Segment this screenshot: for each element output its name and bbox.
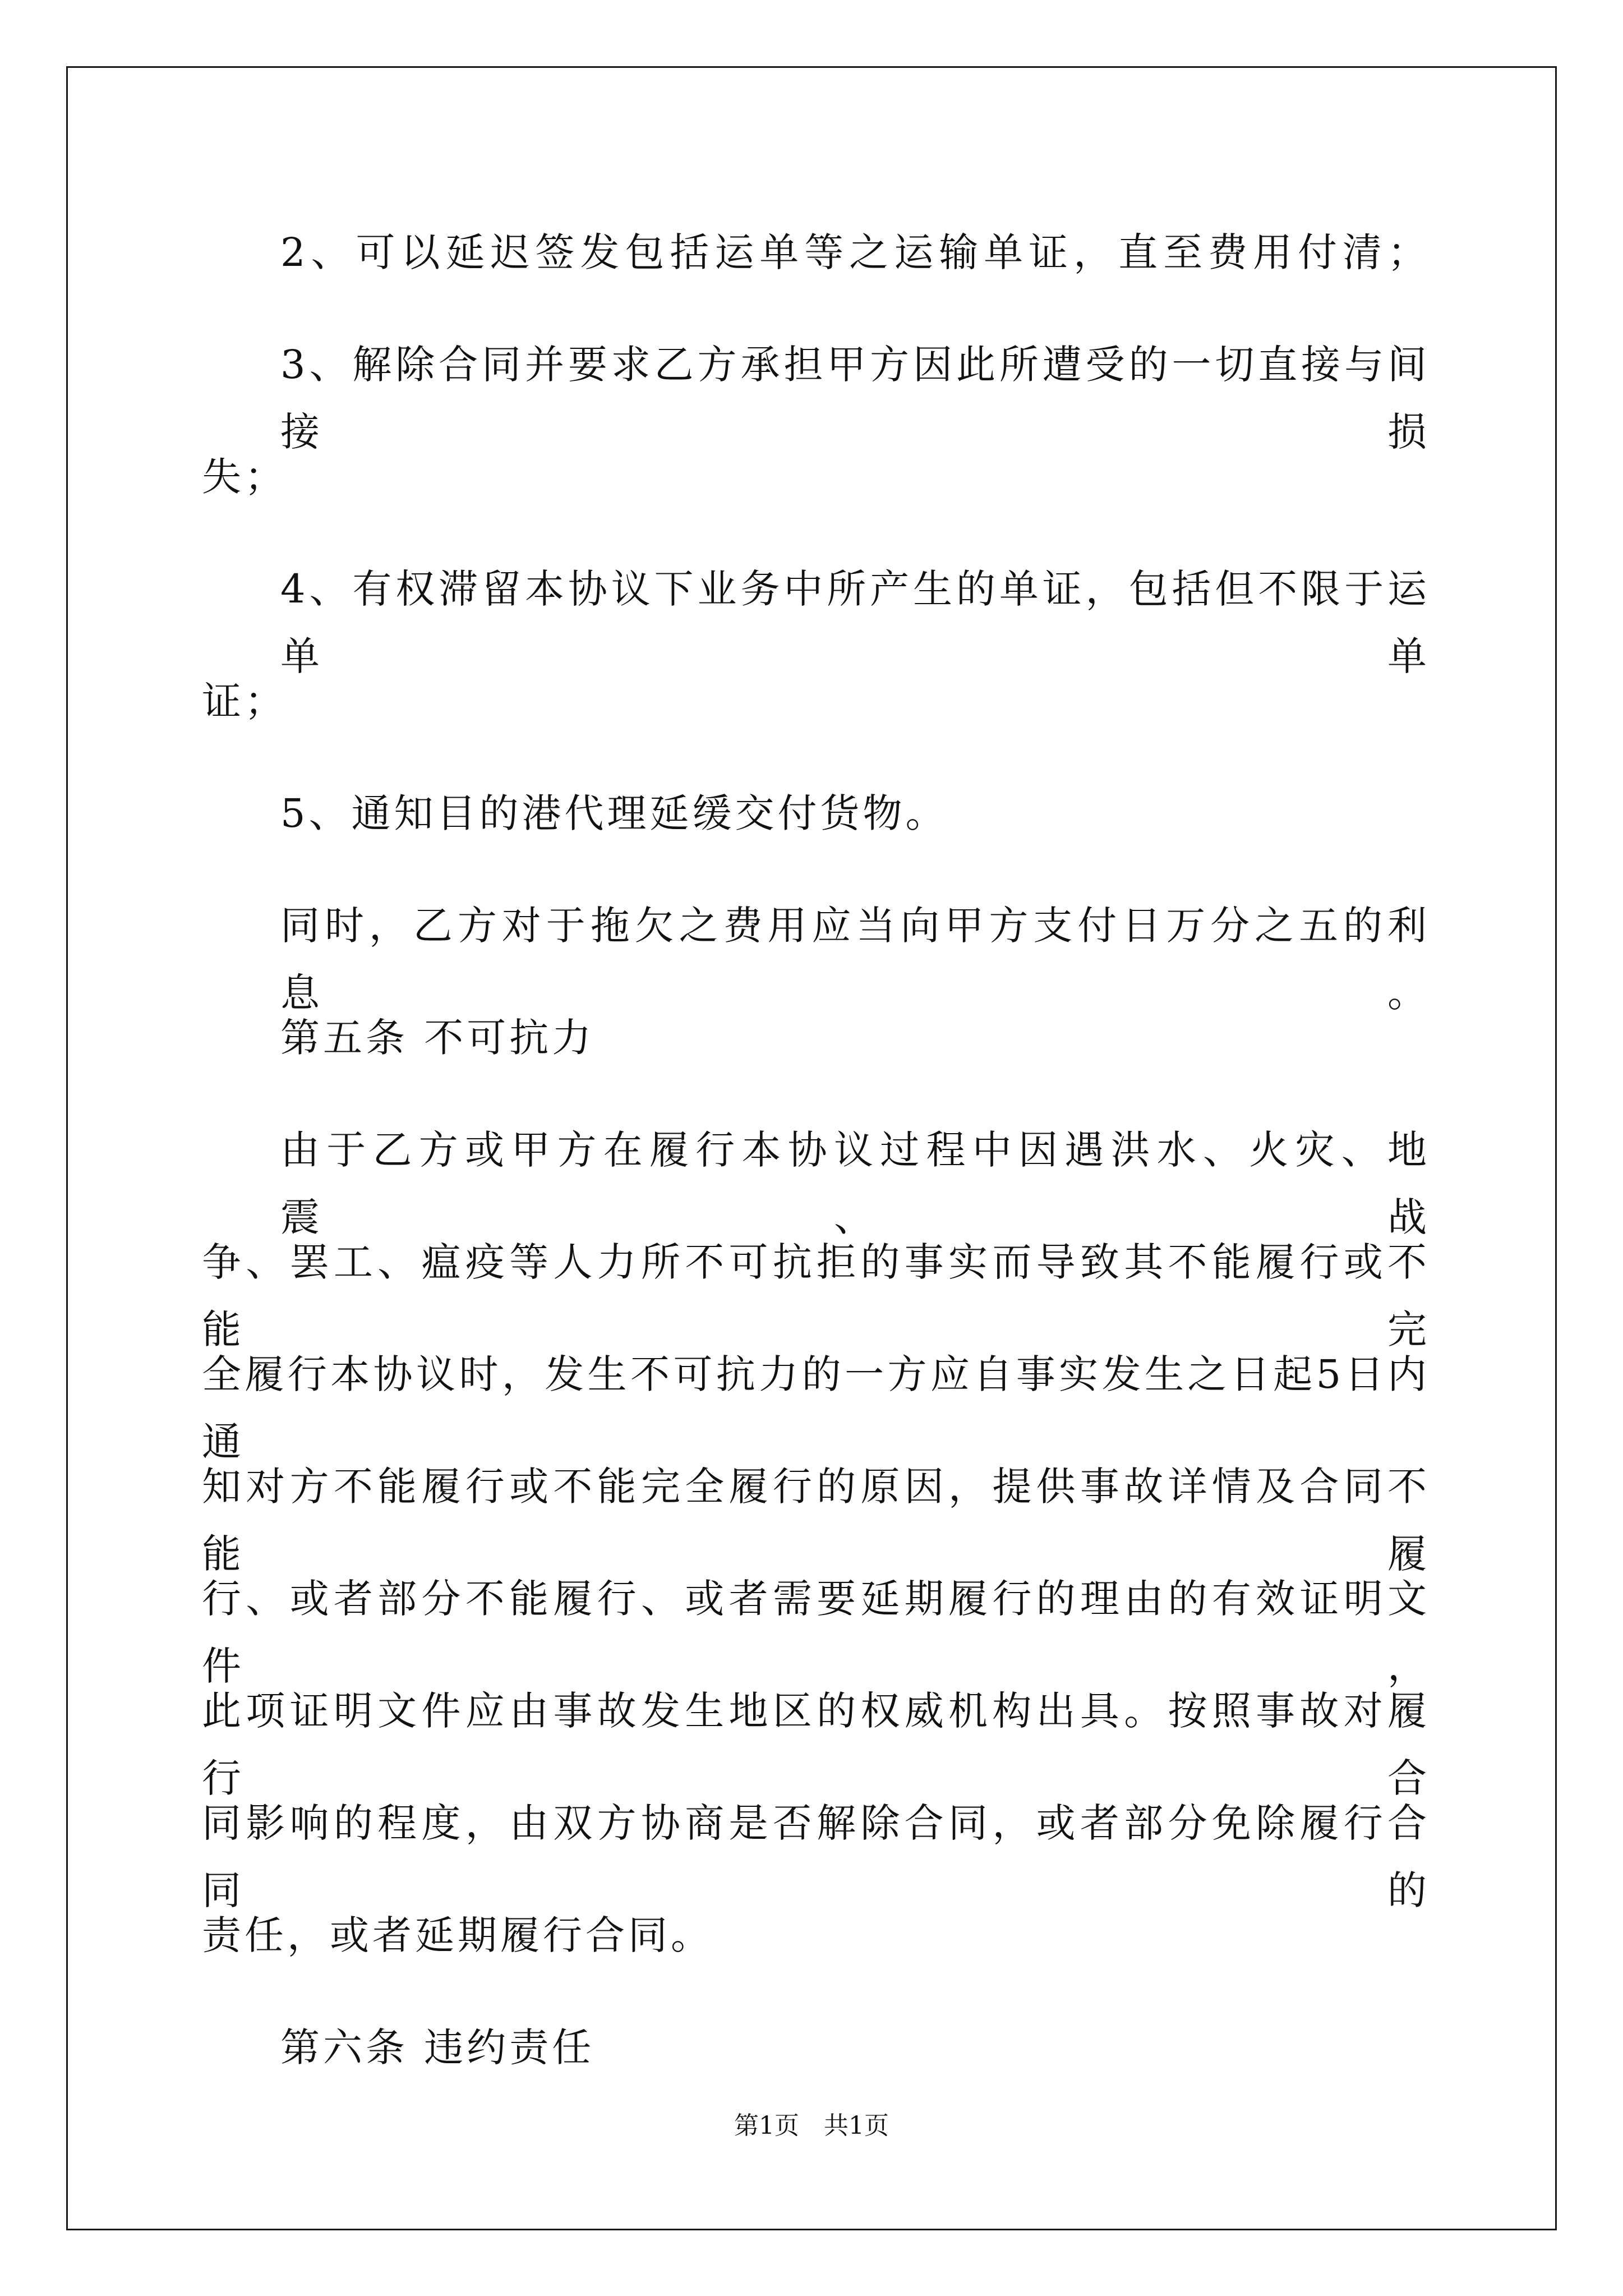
paragraph-line: 此项证明文件应由事故发生地区的权威机构出具。按照事故对履行合 xyxy=(202,1688,1430,1801)
paragraph-line: 失； xyxy=(202,454,287,500)
paragraph-line: 4、有权滞留本协议下业务中所产生的单证，包括但不限于运单单 xyxy=(280,566,1430,679)
paragraph-line: 全履行本协议时，发生不可抗力的一方应自事实发生之日起5日内通 xyxy=(202,1351,1430,1465)
paragraph-line: 行、或者部分不能履行、或者需要延期履行的理由的有效证明文件， xyxy=(202,1576,1430,1689)
page-footer: 第1页 共1页 xyxy=(734,2111,889,2140)
paragraph-line: 5、通知目的港代理延缓交付货物。 xyxy=(280,790,948,836)
section-heading: 第五条 不可抗力 xyxy=(280,1015,595,1061)
paragraph-line: 责任，或者延期履行合同。 xyxy=(202,1912,713,1958)
paragraph-line: 争、罢工、瘟疫等人力所不可抗拒的事实而导致其不能履行或不能完 xyxy=(202,1239,1430,1352)
section-heading: 第六条 违约责任 xyxy=(280,2024,595,2070)
paragraph-line: 由于乙方或甲方在履行本协议过程中因遇洪水、火灾、地震、战 xyxy=(280,1127,1430,1240)
paragraph-line: 同影响的程度，由双方协商是否解除合同，或者部分免除履行合同的 xyxy=(202,1800,1430,1913)
paragraph-line: 证； xyxy=(202,678,287,724)
paragraph-line: 2、可以延迟签发包括运单等之运输单证，直至费用付清； xyxy=(280,229,1430,275)
paragraph-line: 同时，乙方对于拖欠之费用应当向甲方支付日万分之五的利息。 xyxy=(280,903,1430,1016)
paragraph-line: 知对方不能履行或不能完全履行的原因，提供事故详情及合同不能履 xyxy=(202,1464,1430,1577)
paragraph-line: 3、解除合同并要求乙方承担甲方因此所遭受的一切直接与间接损 xyxy=(280,342,1430,455)
